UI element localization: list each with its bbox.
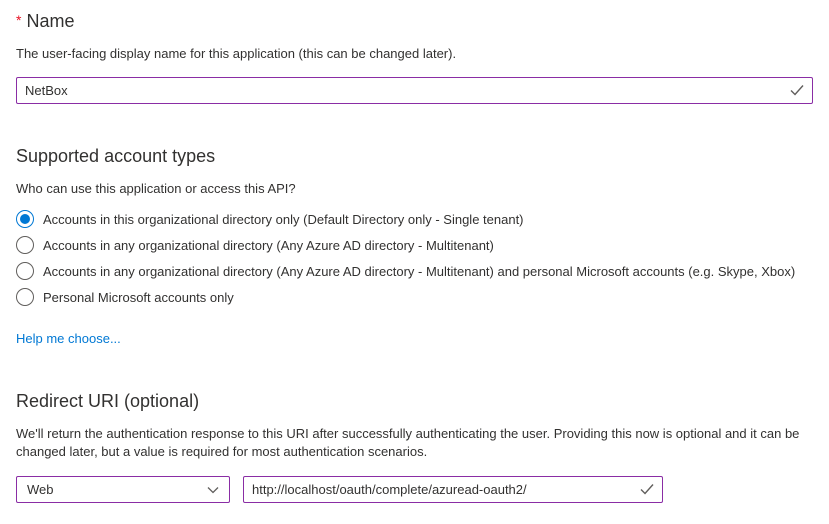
name-input[interactable]: [16, 77, 813, 104]
radio-option-personal-only[interactable]: [16, 284, 813, 310]
radio-option-single-tenant[interactable]: [16, 206, 813, 232]
radio-option-multitenant-personal[interactable]: [16, 258, 813, 284]
name-field-container: [16, 77, 813, 104]
chevron-down-icon: [207, 486, 219, 494]
required-asterisk: *: [16, 12, 22, 28]
radio-option-label: Accounts in any organizational directory (Any Azure AD directory - Multitenant): [43, 237, 494, 253]
uri-field-container: [243, 476, 663, 503]
redirect-uri-description: We'll return the authentication response to this URI after successfully authenticating the user. Providing this now is optional and it can be changed later, but a value is required for most authentication scenarios.: [16, 426, 800, 459]
account-types-radio-group: [16, 206, 813, 310]
app-registration-form: [0, 8, 829, 524]
radio-option-label: Accounts in any organizational directory (Any Azure AD directory - Multitenant) and personal Microsoft accounts (e.g. Skype, Xbox): [43, 263, 796, 279]
platform-select[interactable]: [16, 476, 230, 503]
radio-option-label: Personal Microsoft accounts only: [43, 289, 234, 305]
account-types-question: Who can use this application or access this API?: [16, 181, 296, 196]
redirect-uri-input[interactable]: [243, 476, 663, 503]
name-title-text: Name: [26, 11, 75, 31]
radio-button-icon[interactable]: [16, 236, 34, 254]
redirect-uri-controls: [16, 476, 813, 503]
name-description: The user-facing display name for this application (this can be changed later).: [16, 46, 457, 61]
platform-select-value: Web: [27, 482, 54, 497]
radio-option-multitenant[interactable]: [16, 232, 813, 258]
name-section-title: [16, 8, 813, 33]
radio-option-label: Accounts in this organizational directory only (Default Directory only - Single tenant): [43, 211, 524, 227]
radio-button-icon[interactable]: [16, 262, 34, 280]
redirect-uri-title: Redirect URI (optional): [16, 391, 200, 411]
radio-button-icon[interactable]: [16, 288, 34, 306]
radio-button-icon[interactable]: [16, 210, 34, 228]
help-me-choose-link[interactable]: Help me choose...: [16, 331, 121, 346]
account-types-title: Supported account types: [16, 146, 216, 166]
